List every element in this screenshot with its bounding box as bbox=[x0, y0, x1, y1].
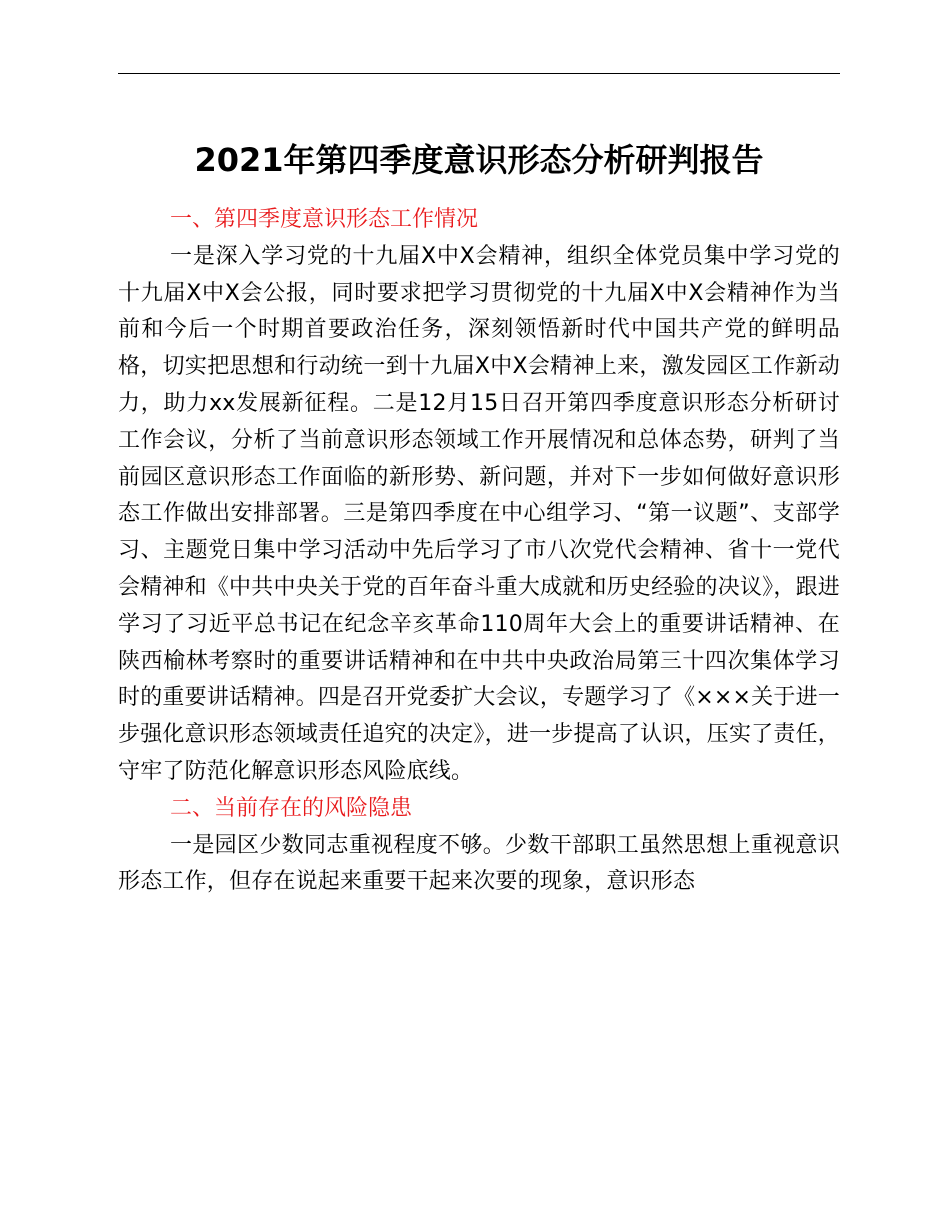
header-rule bbox=[118, 73, 840, 74]
section-paragraph-2: 一是园区少数同志重视程度不够。少数干部职工虽然思想上重视意识形态工作，但存在说起来重要干起来次要的现象，意识形态 bbox=[118, 832, 840, 895]
document-body bbox=[118, 202, 840, 901]
section-heading-2: 二、当前存在的风险隐患 bbox=[170, 795, 413, 821]
section-paragraph-1: 一是深入学习党的十九届X中X会精神，组织全体党员集中学习党的十九届X中X会公报，同时要求把学习贯彻党的十九届X中X会精神作为当前和今后一个时期首要政治任务，深刻领悟新时代中国共产党的鲜明品格，切实把思想和行动统一到十九届X中X会精神上来，激发园区工作新动力，助力xx发展新征程。二是12月15日召开第四季度意识形态分析研讨工作会议，分析了当前意识形态领域工作开展情况和总体态势，研判了当前园区意识形态工作面临的新形势、新问题，并对下一步如何做好意识形态工作做出安排部署。三是第四季度在中心组学习、“第一议题”、支部学习、主题党日集中学习活动中先后学习了市八次党代会精神、省十一党代会精神和《中共中央关于党的百年奋斗重大成就和历史经验的决议》，跟进学习了习近平总书记在纪念辛亥革命110周年大会上的重要讲话精神、在陕西榆林考察时的重要讲话精神和在中共中央政治局第三十四次集体学习时的重要讲话精神。四是召开党委扩大会议，专题学习了《×××关于进一步强化意识形态领域责任追究的决定》，进一步提高了认识，压实了责任，守牢了防范化解意识形态风险底线。 bbox=[118, 243, 840, 784]
document-title: 2021年第四季度意识形态分析研判报告 bbox=[194, 141, 764, 179]
section-heading-1: 一、第四季度意识形态工作情况 bbox=[170, 207, 479, 232]
